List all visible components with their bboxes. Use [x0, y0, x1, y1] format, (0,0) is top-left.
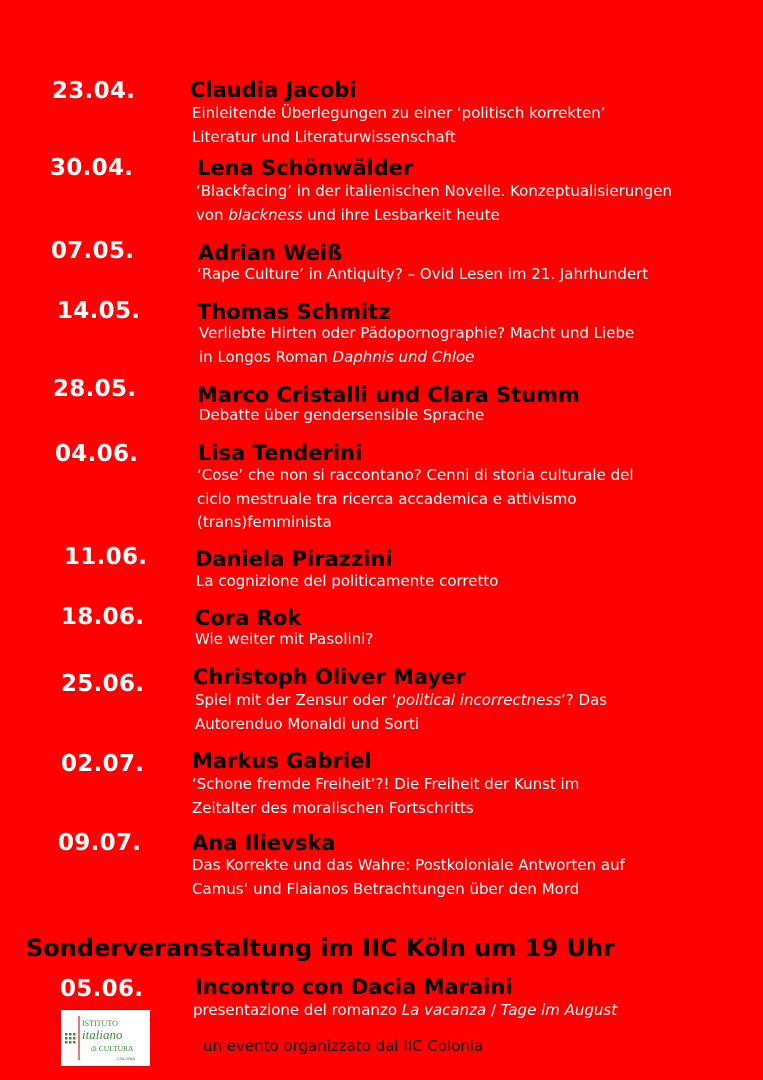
- event-date: 04.06.: [55, 441, 139, 467]
- description-italic-text: blackness: [228, 205, 303, 224]
- description-text: ciclo mestruale tra ricerca accademica e attivismo: [197, 489, 577, 508]
- event-speaker: Lena Schönwälder: [197, 156, 414, 180]
- description-text: presentazione del romanzo: [193, 1001, 402, 1019]
- event-speaker: Claudia Jacobi: [190, 78, 357, 102]
- description-text: ‘Rape Culture’ in Antiquity? – Ovid Lesen im 21. Jahrhundert: [197, 265, 649, 283]
- event-description: [196, 180, 672, 227]
- description-text: ‘Blackfacing’ in der italienischen Novelle. Konzeptualisierungen: [196, 182, 673, 200]
- logo-line3: di CULTURA: [91, 1044, 134, 1053]
- iic-logo: [61, 1010, 150, 1066]
- event-speaker: Ana Ilievska: [192, 831, 336, 855]
- event-date: 07.05.: [51, 238, 135, 264]
- event-date: 14.05.: [57, 298, 141, 324]
- event-date: 02.07.: [61, 751, 145, 777]
- description-text: ’? Das: [561, 691, 608, 709]
- event-description: [192, 102, 605, 149]
- description-text: Camus‘ und Flaianos Betrachtungen über den Mord: [192, 879, 580, 898]
- description-text: Debatte über gendersensible Sprache: [199, 406, 485, 424]
- description-line: [192, 854, 625, 878]
- description-line: [196, 180, 672, 204]
- description-italic-text: Tage im August: [500, 1001, 618, 1019]
- event-description: [196, 570, 498, 594]
- event-date: 09.07.: [58, 830, 142, 856]
- description-line: [197, 464, 634, 488]
- description-line: [192, 102, 605, 126]
- event-date: 25.06.: [61, 671, 145, 697]
- event-speaker: Daniela Pirazzini: [195, 547, 393, 571]
- event-description: [193, 999, 617, 1023]
- description-line: [199, 404, 484, 428]
- description-line: [192, 126, 605, 150]
- event-speaker: Cora Rok: [195, 606, 302, 630]
- description-line: [195, 628, 373, 652]
- event-description: [192, 773, 579, 820]
- organizer-note: un evento organizzato dal IIC Colonia: [203, 1037, 484, 1055]
- description-text: ‘Schone fremde Freiheit’?! Die Freiheit der Kunst im: [192, 775, 580, 793]
- event-speaker: Incontro con Dacia Maraini: [195, 975, 513, 999]
- event-date: 28.05.: [53, 376, 137, 402]
- description-line: [193, 999, 617, 1023]
- description-text: ‘Cose’ che non si raccontano? Cenni di storia culturale del: [197, 466, 634, 484]
- description-line: [192, 773, 579, 797]
- description-line: [197, 511, 634, 535]
- description-line: [199, 346, 634, 370]
- event-date: 05.06.: [60, 976, 144, 1002]
- description-line: [197, 488, 634, 512]
- logo-grid-icon: [65, 1033, 76, 1044]
- special-event-heading: Sonderveranstaltung im IIC Köln um 19 Uhr: [26, 934, 615, 962]
- event-description: [197, 464, 634, 535]
- description-text: /: [486, 1001, 501, 1019]
- description-text: Das Korrekte und das Wahre: Postkoloniale Antworten auf: [192, 856, 625, 874]
- description-line: [192, 878, 625, 902]
- description-text: Spiel mit der Zensur oder ‘: [195, 691, 397, 709]
- event-speaker: Lisa Tenderini: [198, 441, 363, 465]
- event-description: [197, 263, 648, 287]
- description-text: von: [196, 205, 229, 224]
- description-text: Einleitende Überlegungen zu einer ‘politisch korrekten’: [192, 104, 606, 122]
- description-text: Literatur und Literaturwissenschaft: [192, 127, 456, 146]
- event-speaker: Marco Cristalli und Clara Stumm: [197, 383, 580, 407]
- event-speaker: Christoph Oliver Mayer: [193, 665, 466, 689]
- event-speaker: Thomas Schmitz: [197, 300, 391, 324]
- description-line: [192, 797, 579, 821]
- event-date: 30.04.: [50, 155, 134, 181]
- description-italic-text: political incorrectness: [396, 691, 562, 709]
- logo-line1: ISTITUTO: [82, 1019, 118, 1028]
- event-description: [195, 689, 607, 736]
- event-description: [192, 854, 625, 901]
- description-text: (trans)femminista: [197, 513, 332, 531]
- description-text: in Longos Roman: [199, 347, 333, 366]
- event-date: 11.06.: [64, 544, 148, 570]
- logo-line4: COLONIA: [117, 1056, 136, 1061]
- iic-logo-graphic: [61, 1010, 150, 1066]
- description-line: [196, 204, 672, 228]
- event-description: [199, 404, 484, 428]
- event-description: [195, 628, 373, 652]
- description-line: [196, 570, 498, 594]
- description-text: und ihre Lesbarkeit heute: [302, 205, 500, 224]
- event-date: 18.06.: [61, 604, 145, 630]
- description-italic-text: La vacanza: [401, 1001, 487, 1019]
- description-line: [199, 322, 634, 346]
- description-text: La cognizione del politicamente corretto: [196, 572, 499, 590]
- event-speaker: Adrian Weiß: [198, 241, 343, 265]
- description-line: [195, 689, 607, 713]
- description-line: [197, 263, 648, 287]
- description-italic-text: Daphnis und Chloe: [332, 347, 475, 366]
- event-speaker: Markus Gabriel: [192, 749, 372, 773]
- description-text: Wie weiter mit Pasolini?: [195, 630, 374, 648]
- description-text: Autorenduo Monaldi und Sorti: [195, 714, 420, 733]
- event-date: 23.04.: [52, 78, 136, 104]
- logo-line2: italiano: [82, 1027, 123, 1042]
- description-line: [195, 713, 607, 737]
- description-text: Zeitalter des moralischen Fortschritts: [192, 798, 474, 817]
- event-description: [199, 322, 634, 369]
- description-text: Verliebte Hirten oder Pädopornographie? Macht und Liebe: [199, 324, 635, 342]
